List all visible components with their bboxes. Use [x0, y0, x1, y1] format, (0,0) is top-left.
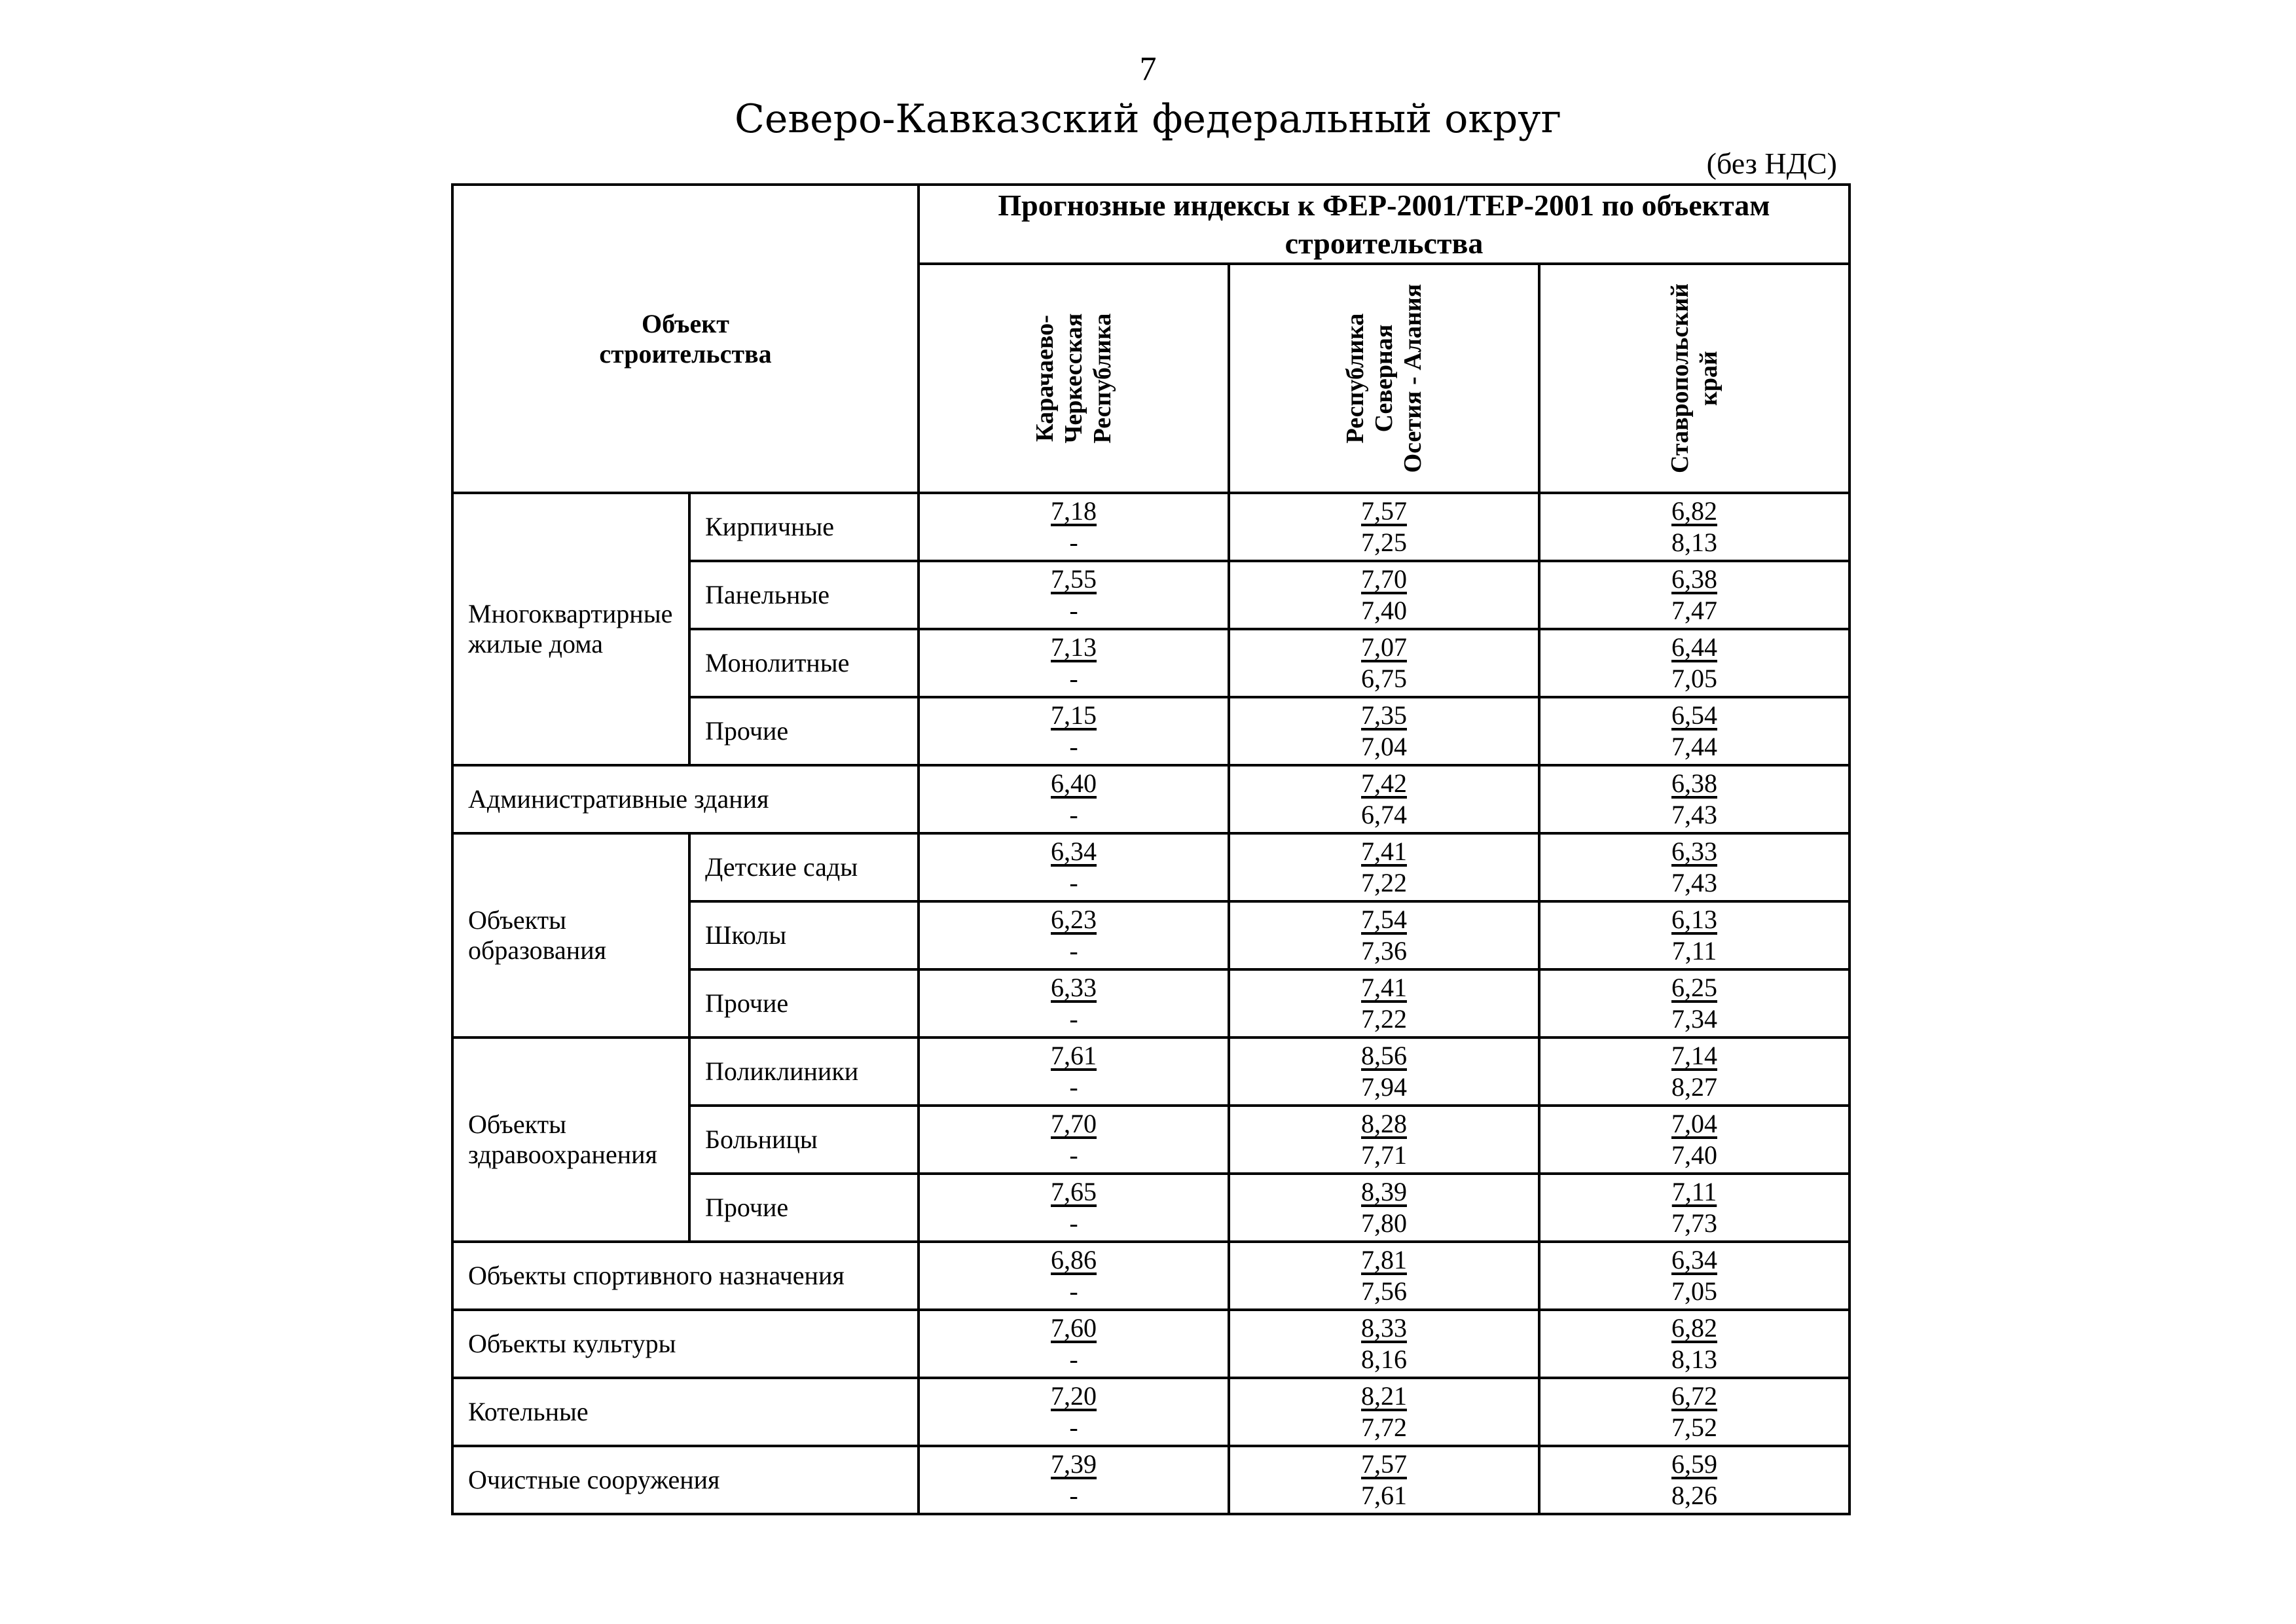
- object-name: Объекты культуры: [452, 1310, 919, 1378]
- table-row: [452, 765, 1850, 833]
- index-cell: [919, 765, 1229, 833]
- object-group: Объекты здравоохранения: [452, 1038, 689, 1242]
- index-value-bottom: -: [1069, 664, 1078, 693]
- index-value-top: 7,60: [1051, 1313, 1097, 1343]
- object-group: Объекты образования: [452, 833, 689, 1038]
- index-cell: [1539, 901, 1850, 969]
- object-subtype: Прочие: [689, 1174, 919, 1242]
- index-value-top: 6,23: [1051, 905, 1097, 934]
- index-value-bottom: -: [1069, 800, 1078, 829]
- index-value-bottom: 7,34: [1671, 1004, 1717, 1034]
- index-value-bottom: 6,74: [1361, 800, 1407, 829]
- index-cell: [1229, 1446, 1539, 1514]
- index-value-bottom: 7,61: [1361, 1481, 1407, 1510]
- index-cell: [1539, 561, 1850, 629]
- index-cell: [919, 833, 1229, 901]
- index-cell: [1539, 1174, 1850, 1242]
- index-value-top: 7,70: [1051, 1109, 1097, 1138]
- index-cell: [1229, 1242, 1539, 1310]
- index-value-top: 6,33: [1051, 973, 1097, 1002]
- index-value-top: 7,42: [1361, 768, 1407, 798]
- object-name: Очистные сооружения: [452, 1446, 919, 1514]
- index-value-top: 8,56: [1361, 1041, 1407, 1070]
- index-cell: [1539, 1242, 1850, 1310]
- index-value-bottom: 7,71: [1361, 1140, 1407, 1170]
- table-row: [452, 1446, 1850, 1514]
- index-value-bottom: 7,22: [1361, 1004, 1407, 1034]
- index-value-top: 7,13: [1051, 632, 1097, 662]
- index-value-top: 6,33: [1671, 837, 1717, 866]
- table-row: [452, 1242, 1850, 1310]
- index-value-bottom: 6,75: [1361, 664, 1407, 693]
- index-value-bottom: -: [1069, 1004, 1078, 1034]
- object-subtype: Панельные: [689, 561, 919, 629]
- index-value-top: 6,59: [1671, 1449, 1717, 1479]
- object-subtype: Детские сады: [689, 833, 919, 901]
- index-value-bottom: -: [1069, 1344, 1078, 1374]
- index-cell: [1229, 561, 1539, 629]
- index-value-top: 7,15: [1051, 700, 1097, 730]
- index-value-top: 6,40: [1051, 768, 1097, 798]
- index-value-bottom: 7,94: [1361, 1072, 1407, 1102]
- index-cell: [1539, 1446, 1850, 1514]
- index-value-top: 7,11: [1671, 1177, 1717, 1206]
- index-value-top: 7,57: [1361, 1449, 1407, 1479]
- index-value-top: 6,38: [1671, 564, 1717, 594]
- region-header-label: Ставропольский край: [1666, 283, 1722, 474]
- object-subtype: Кирпичные: [689, 493, 919, 561]
- index-cell: [1229, 629, 1539, 697]
- index-value-bottom: 7,72: [1361, 1413, 1407, 1442]
- index-cell: [1539, 1106, 1850, 1174]
- index-value-top: 7,41: [1361, 837, 1407, 866]
- index-cell: [1539, 697, 1850, 765]
- index-value-top: 6,44: [1671, 632, 1717, 662]
- index-value-bottom: 8,13: [1671, 1344, 1717, 1374]
- index-value-top: 7,20: [1051, 1381, 1097, 1411]
- index-value-top: 7,65: [1051, 1177, 1097, 1206]
- table-row: [452, 493, 1850, 561]
- index-value-bottom: 7,73: [1671, 1208, 1717, 1238]
- object-subtype: Поликлиники: [689, 1038, 919, 1106]
- index-value-top: 6,13: [1671, 905, 1717, 934]
- index-value-bottom: 7,43: [1671, 800, 1717, 829]
- index-cell: [1229, 765, 1539, 833]
- index-cell: [1539, 765, 1850, 833]
- index-cell: [1229, 901, 1539, 969]
- region-header: [919, 264, 1229, 493]
- index-cell: [919, 1242, 1229, 1310]
- index-cell: [919, 1106, 1229, 1174]
- index-value-top: 7,41: [1361, 973, 1407, 1002]
- index-value-top: 7,54: [1361, 905, 1407, 934]
- index-value-top: 6,25: [1671, 973, 1717, 1002]
- index-value-bottom: -: [1069, 1072, 1078, 1102]
- indices-header: Прогнозные индексы к ФЕР-2001/ТЕР-2001 по объектам строительства: [919, 185, 1850, 264]
- index-value-top: 6,72: [1671, 1381, 1717, 1411]
- index-cell: [1229, 697, 1539, 765]
- region-header: [1539, 264, 1850, 493]
- index-value-top: 7,35: [1361, 700, 1407, 730]
- index-value-top: 6,38: [1671, 768, 1717, 798]
- table-row: [452, 833, 1850, 901]
- index-value-top: 7,14: [1671, 1041, 1717, 1070]
- index-value-bottom: 7,56: [1361, 1276, 1407, 1306]
- index-value-bottom: 8,16: [1361, 1344, 1407, 1374]
- vat-note: (без НДС): [1706, 147, 1837, 180]
- index-value-top: 8,21: [1361, 1381, 1407, 1411]
- page-title: Северо-Кавказский федеральный округ: [734, 96, 1562, 142]
- page-number: 7: [1139, 50, 1157, 88]
- index-value-bottom: 7,04: [1361, 732, 1407, 761]
- index-value-top: 6,82: [1671, 1313, 1717, 1343]
- table-row: [452, 1378, 1850, 1446]
- index-value-top: 8,39: [1361, 1177, 1407, 1206]
- index-value-top: 8,33: [1361, 1313, 1407, 1343]
- index-value-bottom: 7,52: [1671, 1413, 1717, 1442]
- index-cell: [919, 1038, 1229, 1106]
- index-cell: [919, 969, 1229, 1038]
- index-value-top: 8,28: [1361, 1109, 1407, 1138]
- index-value-bottom: 7,36: [1361, 936, 1407, 965]
- index-value-top: 7,57: [1361, 496, 1407, 526]
- object-subtype: Школы: [689, 901, 919, 969]
- index-cell: [1229, 1310, 1539, 1378]
- object-group: Многоквартирные жилые дома: [452, 493, 689, 765]
- index-value-bottom: 7,80: [1361, 1208, 1407, 1238]
- index-value-top: 7,55: [1051, 564, 1097, 594]
- object-subtype: Прочие: [689, 697, 919, 765]
- index-cell: [919, 697, 1229, 765]
- index-cell: [1229, 493, 1539, 561]
- index-value-bottom: 7,11: [1671, 936, 1717, 965]
- index-cell: [919, 901, 1229, 969]
- index-value-bottom: -: [1069, 528, 1078, 557]
- region-header-label: Карачаево- Черкесская Республика: [1031, 313, 1116, 444]
- index-value-top: 6,34: [1051, 837, 1097, 866]
- index-value-top: 7,18: [1051, 496, 1097, 526]
- index-value-bottom: -: [1069, 1208, 1078, 1238]
- region-header-label: Республика Северная Осетия - Алания: [1341, 283, 1427, 473]
- index-value-bottom: 8,27: [1671, 1072, 1717, 1102]
- index-value-bottom: 7,05: [1671, 1276, 1717, 1306]
- table-row: [452, 1038, 1850, 1106]
- index-value-bottom: 8,26: [1671, 1481, 1717, 1510]
- index-cell: [919, 1446, 1229, 1514]
- index-value-top: 7,61: [1051, 1041, 1097, 1070]
- index-value-bottom: 8,13: [1671, 528, 1717, 557]
- index-value-top: 7,39: [1051, 1449, 1097, 1479]
- index-cell: [1539, 629, 1850, 697]
- object-column-header: Объект строительства: [452, 185, 919, 493]
- object-name: Котельные: [452, 1378, 919, 1446]
- price-index-table: [451, 183, 1851, 1515]
- object-name: Административные здания: [452, 765, 919, 833]
- index-cell: [919, 493, 1229, 561]
- index-value-bottom: 7,47: [1671, 596, 1717, 625]
- index-value-top: 6,34: [1671, 1245, 1717, 1274]
- index-value-bottom: 7,40: [1671, 1140, 1717, 1170]
- index-value-bottom: 7,25: [1361, 528, 1407, 557]
- index-value-bottom: 7,44: [1671, 732, 1717, 761]
- index-value-top: 6,82: [1671, 496, 1717, 526]
- index-cell: [1229, 1106, 1539, 1174]
- object-subtype: Прочие: [689, 969, 919, 1038]
- index-cell: [1229, 1174, 1539, 1242]
- index-cell: [919, 1378, 1229, 1446]
- table-body: [452, 493, 1850, 1514]
- index-cell: [1229, 1378, 1539, 1446]
- index-value-bottom: -: [1069, 936, 1078, 965]
- index-cell: [919, 629, 1229, 697]
- index-cell: [1539, 1038, 1850, 1106]
- index-value-bottom: -: [1069, 1276, 1078, 1306]
- index-value-bottom: -: [1069, 732, 1078, 761]
- index-cell: [919, 1174, 1229, 1242]
- index-cell: [1539, 1378, 1850, 1446]
- index-cell: [1229, 833, 1539, 901]
- index-value-bottom: 7,22: [1361, 868, 1407, 897]
- index-cell: [919, 1310, 1229, 1378]
- index-cell: [1539, 1310, 1850, 1378]
- index-cell: [1229, 969, 1539, 1038]
- index-cell: [1229, 1038, 1539, 1106]
- index-value-top: 6,54: [1671, 700, 1717, 730]
- index-value-bottom: 7,40: [1361, 596, 1407, 625]
- index-cell: [1539, 493, 1850, 561]
- table-row: [452, 1310, 1850, 1378]
- index-cell: [1539, 833, 1850, 901]
- index-value-bottom: -: [1069, 1140, 1078, 1170]
- index-value-top: 7,07: [1361, 632, 1407, 662]
- index-value-bottom: -: [1069, 868, 1078, 897]
- index-value-top: 6,86: [1051, 1245, 1097, 1274]
- index-value-bottom: -: [1069, 596, 1078, 625]
- object-name: Объекты спортивного назначения: [452, 1242, 919, 1310]
- index-value-top: 7,81: [1361, 1245, 1407, 1274]
- object-subtype: Монолитные: [689, 629, 919, 697]
- index-value-bottom: 7,43: [1671, 868, 1717, 897]
- index-value-top: 7,04: [1671, 1109, 1717, 1138]
- index-value-bottom: 7,05: [1671, 664, 1717, 693]
- object-subtype: Больницы: [689, 1106, 919, 1174]
- index-value-bottom: -: [1069, 1481, 1078, 1510]
- index-value-top: 7,70: [1361, 564, 1407, 594]
- index-cell: [1539, 969, 1850, 1038]
- region-header: [1229, 264, 1539, 493]
- index-value-bottom: -: [1069, 1413, 1078, 1442]
- index-cell: [919, 561, 1229, 629]
